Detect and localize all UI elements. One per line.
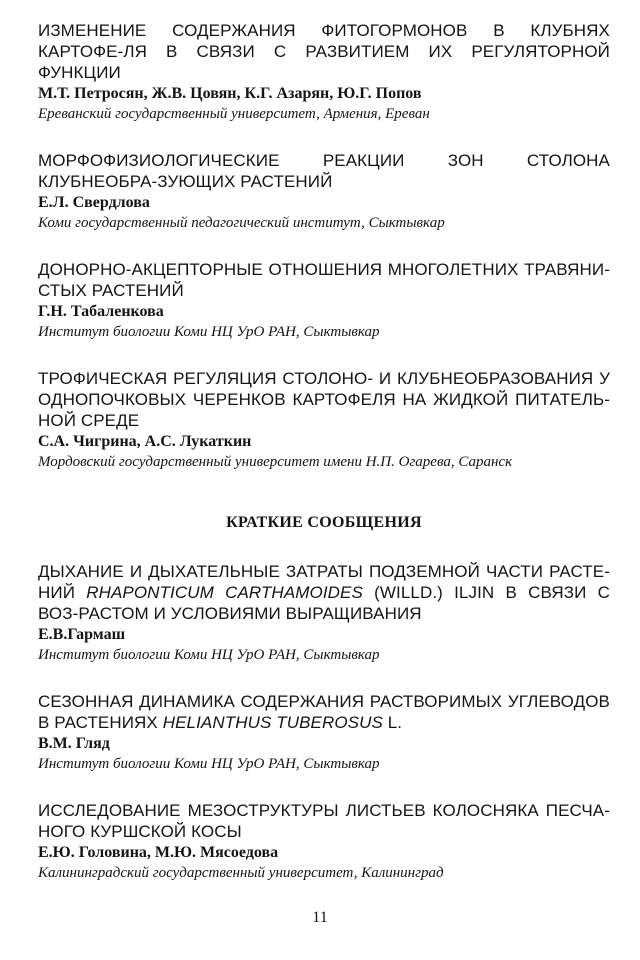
entry-authors: С.А. Чигрина, А.С. Лукаткин [38, 433, 252, 450]
page-number: 11 [312, 909, 328, 926]
entry-authors: Е.Ю. Головина, М.Ю. Мясоедова [38, 844, 279, 861]
entry-affiliation: Коми государственный педагогический институт, Сыктывкар [38, 215, 445, 231]
title-text: L. [382, 713, 403, 732]
species-name: RHAPONTICUM CARTHAMOIDES [86, 583, 363, 602]
entry-affiliation: Ереванский государственный университет, Армения, Ереван [38, 106, 430, 122]
title-text: (WILLD.) ILJIN В СВЯЗИ С ВОЗ-РАСТОМ И УСЛОВИЯМИ ВЫРАЩИВАНИЯ [38, 583, 610, 623]
entry-affiliation: Институт биологии Коми НЦ УрО РАН, Сыктывкар [38, 324, 380, 340]
page-content [38, 20, 610, 909]
entry-affiliation: Институт биологии Коми НЦ УрО РАН, Сыктывкар [38, 647, 380, 663]
entry-title: ДОНОРНО-АКЦЕПТОРНЫЕ ОТНОШЕНИЯ МНОГОЛЕТНИХ ТРАВЯНИ-СТЫХ РАСТЕНИЙ [38, 260, 610, 300]
entry-authors: Г.Н. Табаленкова [38, 303, 164, 320]
entry-title [38, 800, 610, 842]
entry-affiliation: Мордовский государственный университет имени Н.П. Огарева, Саранск [38, 454, 513, 470]
title-text: ДЫХАНИЕ И ДЫХАТЕЛЬНЫЕ ЗАТРАТЫ ПОДЗЕМНОЙ ЧАСТИ РАСТЕ-НИЙ [38, 562, 610, 602]
entry-authors: Е.В.Гармаш [38, 626, 126, 643]
entry-authors: Е.Л. Свердлова [38, 194, 150, 211]
abstract-entry [38, 800, 610, 884]
title-text: СЕЗОННАЯ ДИНАМИКА СОДЕРЖАНИЯ РАСТВОРИМЫХ УГЛЕВОДОВ В РАСТЕНИЯХ [38, 692, 610, 732]
entry-title [38, 561, 610, 624]
entry-title: МОРФОФИЗИОЛОГИЧЕСКИЕ РЕАКЦИИ ЗОН СТОЛОНА КЛУБНЕОБРА-ЗУЮЩИХ РАСТЕНИЙ [38, 151, 610, 191]
entry-title: ИЗМЕНЕНИЕ СОДЕРЖАНИЯ ФИТОГОРМОНОВ В КЛУБНЯХ КАРТОФЕ-ЛЯ В СВЯЗИ С РАЗВИТИЕМ ИХ РЕГУЛЯТОРНОЙ ФУНКЦИИ [38, 21, 610, 82]
entry-title: ТРОФИЧЕСКАЯ РЕГУЛЯЦИЯ СТОЛОНО- И КЛУБНЕОБРАЗОВАНИЯ У ОДНОПОЧКОВЫХ ЧЕРЕНКОВ КАРТОФЕЛЯ НА ЖИДКОЙ ПИТАТЕЛЬ-НОЙ СРЕДЕ [38, 369, 610, 430]
title-text: ИССЛЕДОВАНИЕ МЕЗОСТРУКТУРЫ ЛИСТЬЕВ КОЛОСНЯКА ПЕСЧА-НОГО КУРШСКОЙ КОСЫ [38, 801, 610, 841]
abstract-entry [38, 368, 610, 473]
abstract-entry [38, 691, 610, 775]
entry-affiliation: Институт биологии Коми НЦ УрО РАН, Сыктывкар [38, 756, 380, 772]
abstract-entry [38, 259, 610, 343]
abstract-entry [38, 20, 610, 125]
abstract-entry [38, 150, 610, 234]
abstract-entry [38, 561, 610, 666]
entry-authors: В.М. Гляд [38, 735, 110, 752]
entry-authors: М.Т. Петросян, Ж.В. Цовян, К.Г. Азарян, Ю.Г. Попов [38, 85, 422, 102]
section-heading: КРАТКИЕ СООБЩЕНИЯ [226, 514, 422, 531]
entry-affiliation: Калининградский государственный университет, Калининград [38, 865, 444, 881]
entry-title [38, 691, 610, 733]
species-name: HELIANTHUS TUBEROSUS [162, 713, 383, 732]
